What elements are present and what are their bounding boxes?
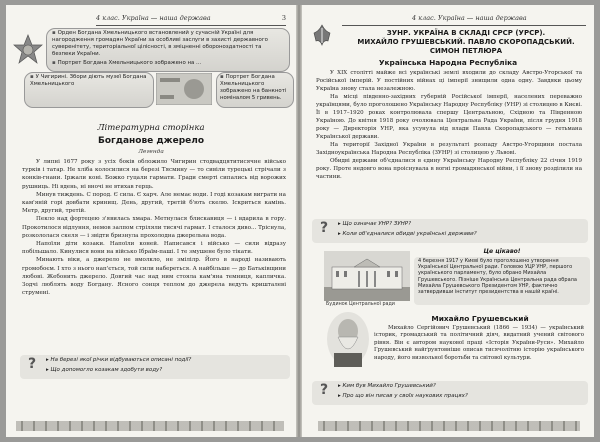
bio-text	[374, 325, 584, 377]
section-title: Літературна сторінка	[97, 123, 205, 133]
bullet-icon: ▪	[52, 30, 56, 36]
paragraph: Минув тиждень. С пород. Є сила. Є харч. Але немає води. І годі козакам виграти на кам'яній горі довбати кринищ. День, другий, третій б'ють скелю. Іскриться камінь. Метр, другий, третій.	[22, 191, 286, 215]
section-title: Українська Народна Республіка	[378, 58, 518, 67]
paragraph: Обидві держави об'єдналися в єдину Українську Народну Республіку 22 січня 1919 року. Проте недовго вона проіснувала в вогні громадянської війни, і її знову розділили на частини.	[316, 158, 582, 180]
right-header-text: 4 клас. Україна — наша держава	[412, 14, 527, 22]
fact-heading: Це цікаво!	[483, 248, 521, 255]
chapter-title	[342, 29, 590, 56]
paragraph: Михайло Сергійович Грушевський (1866 — 1934) — український історик, громадський та політичний діяч, видатний учений світового рівня. Він є автором наукової праці «Історія України-Руси». Михайло Грушевський найґрунтовніше описав тисячолітню історію українського народу, його визвольної боротьби та світової культури.	[374, 325, 584, 361]
decorative-border-ornament	[16, 421, 284, 431]
left-header-number: 3	[281, 14, 286, 22]
bullet-icon: ▪	[30, 74, 34, 80]
question-2: ▸ Що допомогло козакам здобути воду?	[46, 367, 163, 373]
bullet-portrait-text: Портрет Богдана Хмельницького зображено на ...	[57, 60, 202, 66]
bullet-order	[52, 30, 284, 58]
fact-text: 4 березня 1917 у Києві було проголошено утворення Української Центральної ради. Головою УЦР УНР, першого українського парламенту, було обрано Михайла Грушевського. Пізніше Українська Центральна рада обрала Михайла Грушевського Президентом УНР, фактично затвердивши інститут президентства в нашій країні.	[418, 258, 577, 296]
story-text	[22, 158, 286, 352]
bullet-icon: ▪	[220, 74, 224, 80]
story-title: Богданове джерело	[97, 136, 205, 146]
bullet-museum-text: У Чигирині. Збори діють музеї Богдана Хмельницького	[30, 74, 147, 87]
paragraph: На території Західної України в результаті розпаду Австро-Угорщини постала Західноукраїнська Народна Республіка (ЗУНР) зі столицею у Львові.	[316, 142, 582, 156]
paragraph: У XIX столітті майже всі українські землі входили до складу Австро-Угорської та Російської імперій. У постійних війнах ці імперії знищили одна одну. Завдяки цьому Україна знову стала незалежною.	[316, 70, 582, 92]
bullet-icon: ▪	[52, 60, 56, 66]
question-1-text: На березі якої річки відбуваються описані події?	[50, 357, 192, 363]
bio-question-1-text: Ким був Михайло Грушевський?	[342, 383, 436, 389]
question-mark-icon: ?	[28, 356, 37, 372]
question-2-text: Коли об'єдналися обидві українські держави?	[342, 231, 477, 237]
order-medal-image	[12, 33, 44, 71]
bio-question-2-text: Про що він писав у своїх наукових працях?	[342, 393, 468, 399]
decorative-border-ornament	[318, 421, 580, 431]
bio-question-2: ▸ Про що він писав у своїх наукових працях?	[338, 393, 468, 399]
bullet-banknote	[220, 74, 290, 102]
chapter-title-line: МИХАЙЛО ГРУШЕВСЬКИЙ. ПАВЛО СКОРОПАДСЬКИЙ.	[357, 38, 575, 46]
question-1-text: Що означає УНР? ЗУНР?	[342, 221, 412, 227]
paragraph: Напоїли діти козаки. Напоїли коней. Написався і військо — сили відразу побільшало. Кинулися вони на військо Ібраїм-паші. І те змушене було тікати.	[22, 241, 286, 256]
question-2-text: Що допомогло козакам здобути воду?	[50, 367, 163, 373]
bio-heading: Михайло Грушевський	[431, 314, 529, 323]
question-1: ▸ Що означає УНР? ЗУНР?	[338, 221, 412, 227]
bullet-portrait	[52, 60, 284, 67]
right-header-rule	[342, 25, 586, 26]
question-2: ▸ Коли об'єдналися обидві українські держави?	[338, 231, 477, 237]
paragraph: На місці південно-західних губерній Російської імперії, населених переважно українцями, було проголошено Українську Народну Республіку (УНР) зі столицею в Києві. Її в 1917–1920 роках контролювала спершу Центральною, Східною та Південною Україною. До квітня 1918 року очолювала Центральна Рада України, після грудня 1918 року — Директорія УНР, яка усунула від влади Павла Скоропадського — гетьмана Української держави.	[316, 94, 582, 140]
banknote-image	[156, 73, 212, 105]
paragraph: У липні 1677 року з усіх боків обложило Чигирин стодвадцятитисячне військо турків і татар. Не хліба колосилися на березі Тясмину — то сивіли турецькі стрічали з конків-гнани. Іржали коні. Божко гуцали гармати. Гради смерті сипались від ворожих рушниць. Ні вдень, ні вночі не втихав герць.	[22, 159, 286, 190]
bullet-order-text: Орден Богдана Хмельницького встановлений у сучасній Україні для нагородження громадян України за особливі заслуги в захисті державного суверенітету, територіальної цілісності, в зміцненні обороноздатності та безпеки України.	[52, 30, 268, 57]
bio-question-1: ▸ Ким був Михайло Грушевський?	[338, 383, 436, 389]
photo-caption: Будинок Центральної ради	[326, 302, 395, 307]
left-running-header	[96, 12, 286, 24]
question-mark-icon: ?	[320, 382, 329, 398]
bullet-banknote-text: Портрет Богдана Хмельницького зображено на банкноті номіналом 5 гривень.	[220, 74, 287, 101]
chapter-title-line: СИМОН ПЕТЛЮРА	[429, 47, 503, 55]
right-running-header	[412, 12, 582, 24]
paragraph: Минають віки, а джерело не вмолкло, не змілілр. Його в народі називають громобоєм. І хто з нього нап'ється, той сили набереться. А найбільше — до Батьківщини любові. Жебонить джерело. Довгий час над ним стояла кам'яна темниця, капличка. Зодчі люблять воду Богдану. Ясного сонця теплом до джерела ведуть кришталеві струмені.	[22, 257, 286, 297]
right-page	[302, 5, 594, 437]
unr-text	[316, 69, 582, 219]
left-page	[6, 5, 296, 437]
question-mark-icon: ?	[320, 220, 329, 236]
paragraph: Пекло над фортецею з'явилась хмара. Метнулася блискавиця — і вдарила в гору. Прокотилося відлуння, немов залпом стріляли тисячі гармат. І сталося диво... Тріснула, розкололася скеля — і звідти бризнула прохолодна джерельна вода.	[22, 216, 286, 239]
left-header-text: 4 клас. Україна — наша держава	[96, 14, 211, 22]
question-1: ▸ На березі якої річки відбуваються описані події?	[46, 357, 192, 363]
hrushevsky-portrait-photo	[326, 311, 370, 367]
bullet-museum	[30, 74, 150, 88]
trident-emblem-icon	[310, 23, 334, 47]
chapter-title-line: ЗУНР. УКРАЇНА В СКЛАДІ СРСР (УРСР).	[386, 29, 546, 37]
story-subtitle: Легенда	[138, 149, 164, 155]
central-rada-building-photo	[324, 251, 410, 301]
left-header-rule	[96, 25, 286, 26]
